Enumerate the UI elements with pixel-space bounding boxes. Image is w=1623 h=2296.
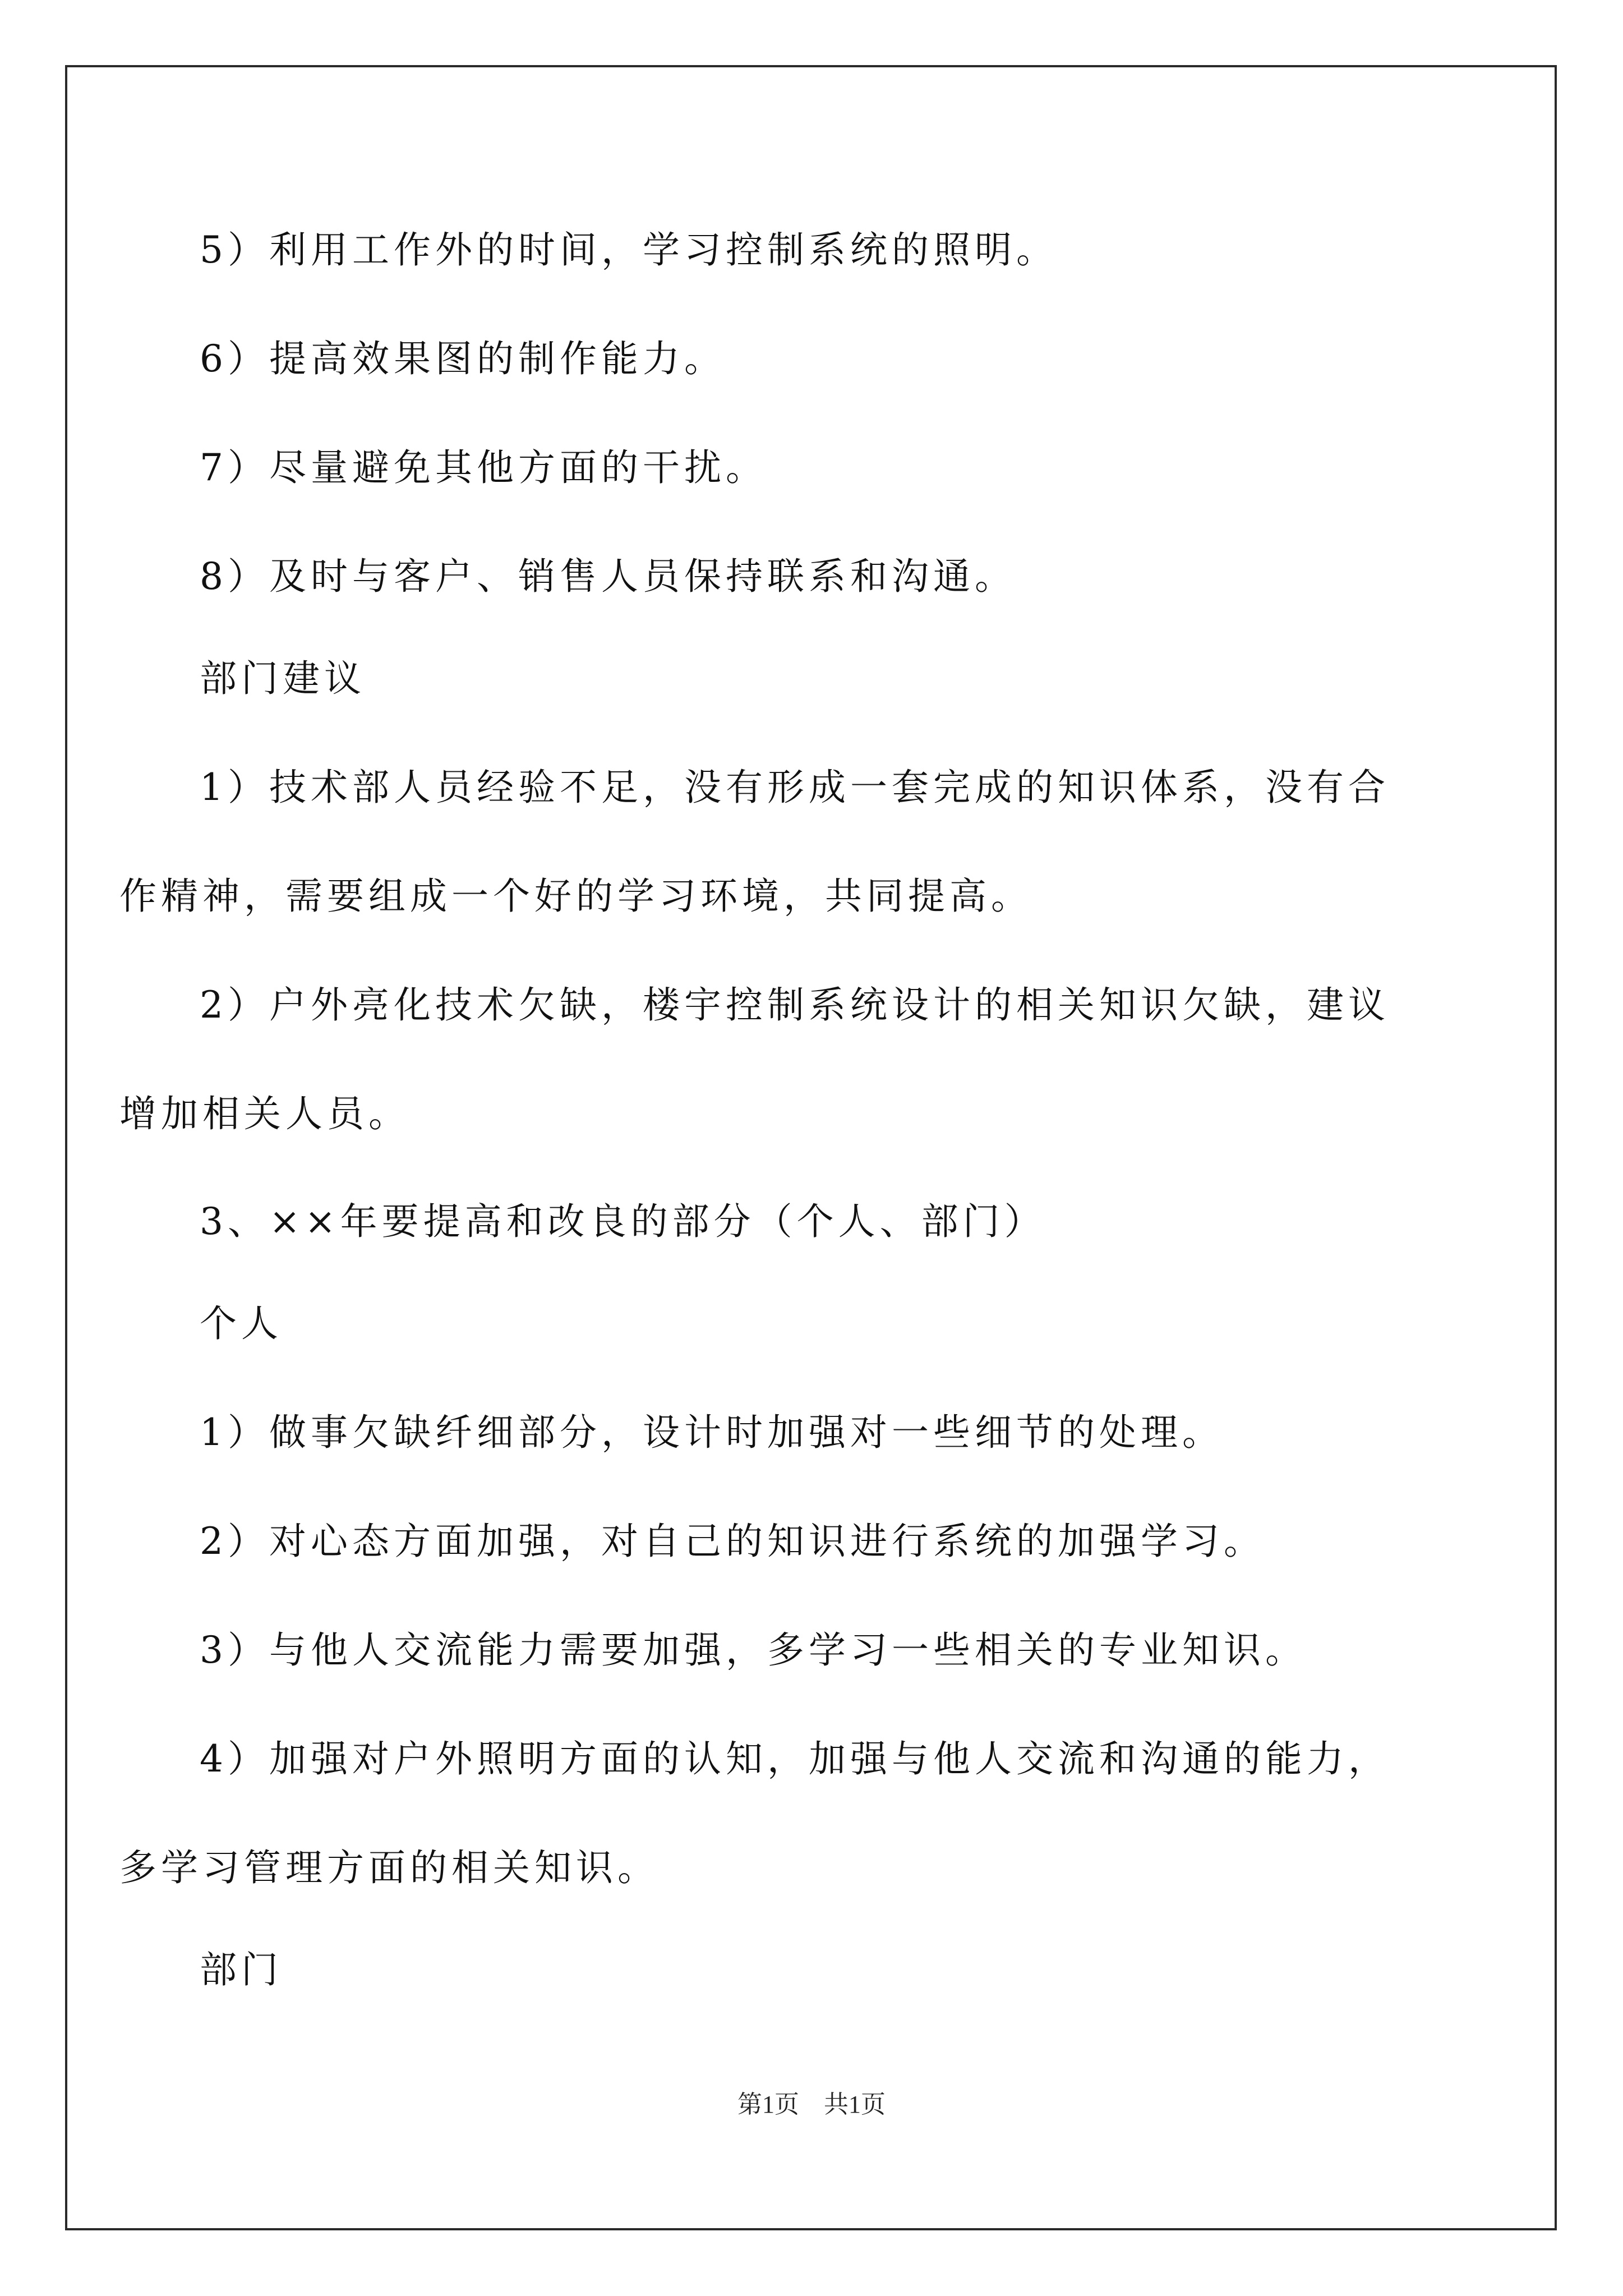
paragraph-continuation: 作精神，需要组成一个好的学习环境，共同提高。 [119,875,1032,918]
page-total: 共1页 [824,2091,886,2118]
page-border [65,65,1557,2230]
paragraph: 4）加强对户外照明方面的认知，加强与他人交流和沟通的能力， [200,1737,1390,1780]
section-heading: 3、××年要提高和改良的部分（个人、部门） [200,1200,1046,1243]
paragraph: 7）尽量避免其他方面的干扰。 [200,446,767,489]
page-footer [0,2088,1623,2122]
paragraph: 1）做事欠缺纤细部分，设计时加强对一些细节的处理。 [200,1411,1224,1454]
paragraph: 3）与他人交流能力需要加强，多学习一些相关的专业知识。 [200,1628,1307,1672]
section-heading: 部门建议 [200,657,366,700]
paragraph: 2）户外亮化技术欠缺，楼宇控制系统设计的相关知识欠缺，建议 [200,983,1390,1027]
section-heading: 部门 [200,1948,283,1991]
paragraph-continuation: 增加相关人员。 [119,1092,410,1135]
page-number: 第1页 [737,2091,799,2118]
paragraph: 6）提高效果图的制作能力。 [200,337,726,380]
paragraph-continuation: 多学习管理方面的相关知识。 [119,1846,659,1889]
paragraph: 8）及时与客户、销售人员保持联系和沟通。 [200,555,1016,598]
paragraph: 5）利用工作外的时间，学习控制系统的照明。 [200,228,1058,272]
paragraph: 2）对心态方面加强，对自己的知识进行系统的加强学习。 [200,1520,1265,1563]
paragraph: 1）技术部人员经验不足，没有形成一套完成的知识体系，没有合 [200,766,1390,809]
section-heading: 个人 [200,1302,283,1345]
